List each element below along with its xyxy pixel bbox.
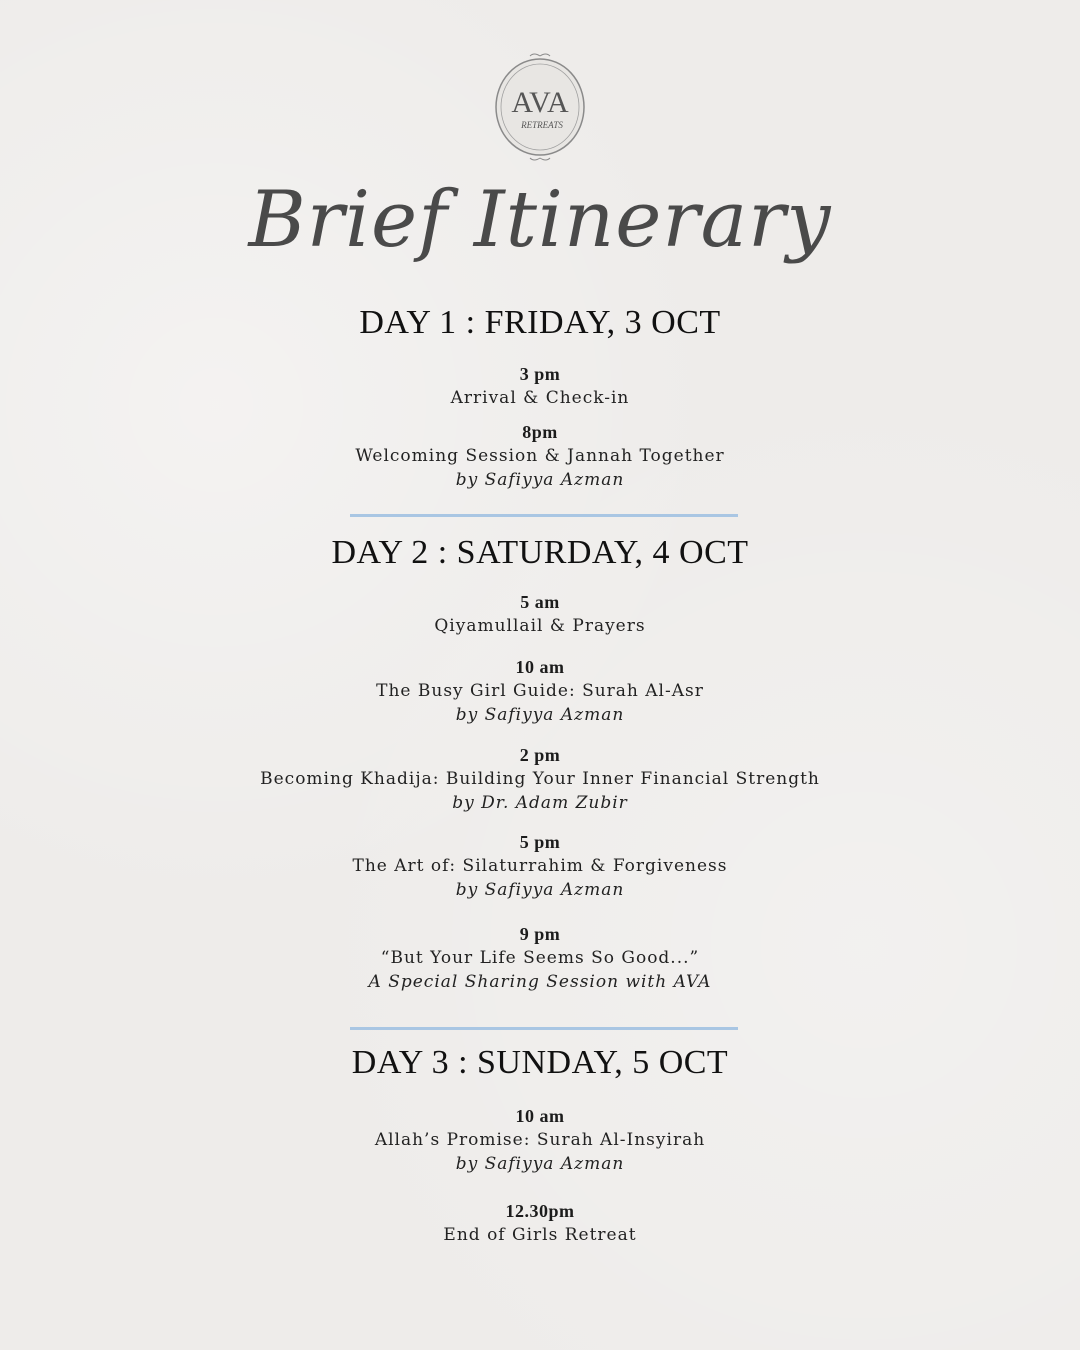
item-time: 5 pm: [519, 832, 561, 852]
item-event: Arrival & Check-in: [450, 388, 630, 408]
item-event: Becoming Khadija: Building Your Inner Financial Strength: [260, 769, 820, 789]
item-time: 9 pm: [519, 924, 561, 944]
day-2-item-4: [0, 830, 1080, 902]
item-time: 10 am: [515, 657, 565, 677]
day-2-heading: DAY 2 : SATURDAY, 4 OCT: [331, 534, 749, 571]
item-event: “But Your Life Seems So Good...”: [380, 948, 700, 968]
logo-main-text: AVA: [511, 86, 569, 119]
item-speaker: by Safiyya Azman: [455, 705, 625, 725]
day-3-item-2: [0, 1199, 1080, 1247]
item-speaker: by Dr. Adam Zubir: [452, 793, 628, 813]
item-time: 8pm: [522, 422, 558, 442]
day-3-heading: DAY 3 : SUNDAY, 5 OCT: [351, 1044, 729, 1081]
item-speaker: by Safiyya Azman: [455, 880, 625, 900]
item-speaker: A Special Sharing Session with AVA: [368, 972, 712, 992]
item-event: The Busy Girl Guide: Surah Al-Asr: [376, 681, 704, 701]
day-2-item-5: [0, 922, 1080, 994]
day-3-item-1: [0, 1104, 1080, 1176]
item-time: 5 am: [520, 592, 560, 612]
logo-sub-text: RETREATS: [521, 120, 563, 130]
day-divider: [350, 1027, 738, 1030]
page-title: Brief Itinerary: [248, 175, 832, 265]
day-1-item-2: [0, 420, 1080, 492]
item-time: 2 pm: [519, 745, 561, 765]
ava-retreats-logo: [493, 52, 587, 162]
day-2-item-1: [0, 590, 1080, 638]
item-event: Qiyamullail & Prayers: [434, 616, 646, 636]
day-2-item-2: [0, 655, 1080, 727]
item-time: 12.30pm: [505, 1201, 575, 1221]
day-divider: [350, 514, 738, 517]
item-speaker: by Safiyya Azman: [455, 1154, 625, 1174]
day-1-heading: DAY 1 : FRIDAY, 3 OCT: [359, 304, 721, 341]
item-event: End of Girls Retreat: [443, 1225, 637, 1245]
item-event: Allah’s Promise: Surah Al-Insyirah: [374, 1130, 706, 1150]
item-event: Welcoming Session & Jannah Together: [355, 446, 725, 466]
item-time: 3 pm: [519, 364, 561, 384]
item-time: 10 am: [515, 1106, 565, 1126]
item-speaker: by Safiyya Azman: [455, 470, 625, 490]
item-event: The Art of: Silaturrahim & Forgiveness: [352, 856, 728, 876]
day-2-item-3: [0, 743, 1080, 815]
day-1-item-1: [0, 362, 1080, 410]
